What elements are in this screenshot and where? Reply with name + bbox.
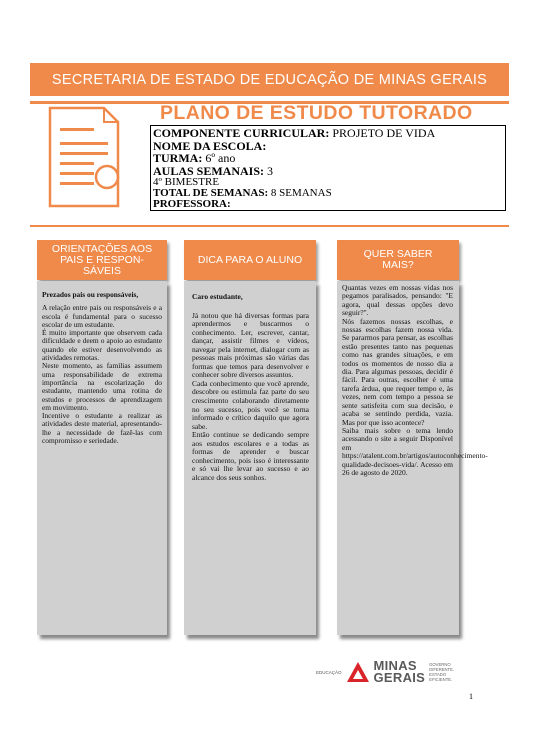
- dica-p2: Cada conhecimento que você aprende, descobre ou estimula faz parte do seu crescimento colaborando diretamente no seu sucesso, pois você se torna informado e crítico daquilo que agora sabe.: [192, 378, 309, 431]
- nome-escola-label: NOME DA ESCOLA:: [153, 138, 267, 153]
- total-value: 8 SEMANAS: [268, 186, 332, 199]
- logo-motto-line1: GOVERNO: [429, 662, 451, 667]
- professora-line: [153, 199, 503, 210]
- aulas-label: AULAS SEMANAIS:: [153, 163, 265, 178]
- logo-motto: [429, 662, 454, 682]
- componente-label: COMPONENTE CURRICULAR:: [153, 126, 330, 140]
- logo-motto-line3: ESTADO: [429, 672, 447, 677]
- orientacoes-p1: A relação entre pais ou responsáveis e a escola é fundamental para o sucesso escolar de um estudante.: [42, 303, 162, 329]
- logo-motto-line4: EFICIENTE.: [429, 677, 453, 682]
- orientacoes-p2: É muito importante que observem cada dificuldade e deem o apoio ao estudante quando ele estiver desenvolvendo as atividades remotas.: [42, 328, 162, 363]
- dica-panel: [184, 281, 316, 635]
- orientacoes-panel: [37, 281, 167, 635]
- quer-saber-header: [337, 240, 459, 280]
- quer-saber-panel: [337, 281, 488, 635]
- orientacoes-p3: Neste momento, as famílias assumem uma responsabilidade de extrema importância na escolarização do estudante, mantendo uma rotina de estudos e processos de aprendizagem em movimento.: [42, 361, 162, 412]
- dica-header: [184, 240, 316, 280]
- logo-motto-line2: DIFERENTE.: [429, 667, 455, 672]
- orientacoes-title-line2: PAIS E RESPON-: [60, 253, 144, 266]
- quer-saber-p1: Quantas vezes em nossas vidas nos pegamos paralisados, pensando: "E agora, qual dessas opções devo seguir?".: [342, 283, 453, 318]
- logo-brand-line2: GERAIS: [373, 670, 426, 685]
- logo-educacao: EDUCAÇÃO: [316, 669, 342, 675]
- page-number: 1: [469, 692, 473, 701]
- dica-title: DICA PARA O ALUNO: [197, 253, 303, 266]
- bimestre-line: 4º BIMESTRE: [153, 176, 220, 188]
- orientacoes-title-line1: ORIENTAÇÕES AOS: [51, 242, 153, 255]
- orientacoes-greeting: Prezados pais ou responsáveis,: [42, 290, 139, 299]
- info-box: [150, 125, 506, 211]
- secretaria-title: SECRETARIA DE ESTADO DE EDUCAÇÃO DE MINAS GERAIS: [51, 71, 488, 88]
- quer-saber-p3: Saiba mais sobre o tema lendo acessando o site a seguir Disponível em https://atalent.com.br/artigos/autoconhecimento-qualidade-decisoes-vida/. Acesso em 26 de agosto de 2020.: [342, 425, 488, 477]
- professora-label: PROFESSORA:: [153, 197, 231, 210]
- total-label: TOTAL DE SEMANAS:: [153, 186, 269, 199]
- turma-label: TURMA:: [153, 151, 203, 165]
- quer-saber-p2: Nós fazemos nossas escolhas, e nossas escolhas fazem nossa vida. Se pararmos para pensar, as escolhas estão presentes tanto nas pequenas como nas grandes situações, e em todos os momentos de nosso dia a dia. Para algumas pessoas, decidir é fácil. Para outras, escolher é uma tarefa árdua, que requer tempo e, às vezes, nem com tempo a pessoa se sente satisfeita com sua decisão, e acaba se sentindo perdida, vazia. Mas por que isso acontece?: [342, 316, 453, 427]
- plan-title: PLANO DE ESTUDO TUTORADO: [160, 102, 473, 124]
- logo-brand: [374, 660, 426, 684]
- dica-p1: Já notou que há diversas formas para aprendermos e buscarmos o conhecimento. Ler, escrever, cantar, dançar, assistir filmes e vídeos, navegar pela internet, dialogar com as pessoas mais próximas são várias das formas que temos para desenvolver e conhecer sobre diversos assuntos.: [192, 310, 309, 380]
- aulas-value: 3: [264, 163, 274, 178]
- dica-p3: Então continue se dedicando sempre aos estudos escolares e a todas as formas de aprender e buscar conhecimento, pois isso é interessante e só vai lhe levar ao sucesso e ao alcance dos seus sonhos.: [192, 430, 309, 482]
- orientacoes-title-line3: SÁVEIS: [83, 264, 121, 277]
- quer-saber-title-line1: QUER SABER: [363, 248, 433, 260]
- quer-saber-title-line2: MAIS?: [382, 259, 414, 271]
- logo-brand-line1: MINAS: [373, 658, 417, 673]
- document-icon: [44, 106, 154, 216]
- minas-gerais-logo: [316, 657, 454, 687]
- turma-value: 6º ano: [202, 151, 236, 165]
- secretaria-banner: [30, 63, 509, 96]
- section-divider: [30, 225, 509, 227]
- dica-greeting: Caro estudante,: [192, 292, 243, 301]
- componente-value: PROJETO DE VIDA: [329, 126, 436, 140]
- minas-gerais-logo-icon: [346, 660, 370, 684]
- orientacoes-header: [37, 240, 167, 280]
- orientacoes-p4: Incentive o estudante a realizar as atividades deste material, apresentando-lhe a necessidade de fazê-las com compromisso e seriedade.: [42, 411, 162, 446]
